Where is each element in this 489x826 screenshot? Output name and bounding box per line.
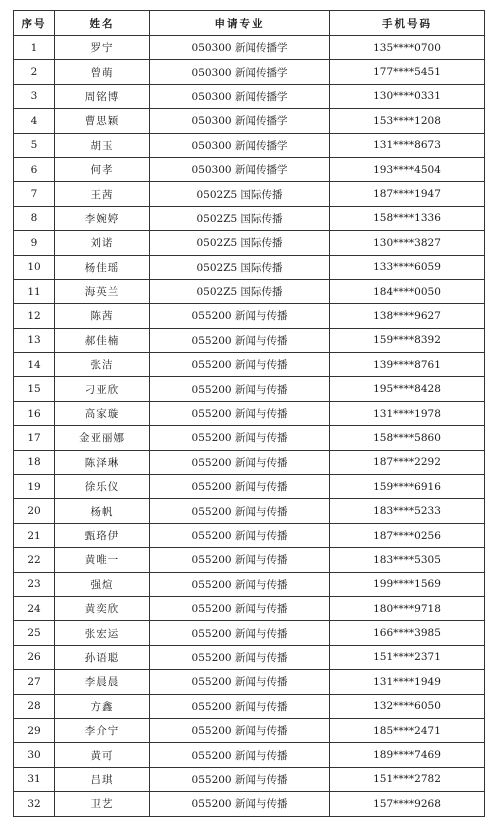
cell-phone: 151****2371 (330, 645, 485, 669)
header-name: 姓名 (55, 11, 150, 36)
table-row (14, 523, 485, 547)
cell-phone: 183****5233 (330, 499, 485, 523)
cell-major: 050300 新闻传播学 (150, 84, 330, 108)
cell-index: 15 (14, 377, 55, 401)
cell-index: 8 (14, 206, 55, 230)
cell-major: 055200 新闻与传播 (150, 548, 330, 572)
table-row (14, 792, 485, 816)
cell-name: 曹思颖 (55, 109, 150, 133)
cell-major: 055200 新闻与传播 (150, 304, 330, 328)
cell-phone: 199****1569 (330, 572, 485, 596)
cell-phone: 130****0331 (330, 84, 485, 108)
cell-index: 11 (14, 279, 55, 303)
table-row (14, 36, 485, 60)
cell-index: 24 (14, 596, 55, 620)
table-row (14, 499, 485, 523)
cell-major: 050300 新闻传播学 (150, 109, 330, 133)
cell-index: 31 (14, 767, 55, 791)
cell-name: 刘诺 (55, 231, 150, 255)
table-row (14, 767, 485, 791)
cell-phone: 132****6050 (330, 694, 485, 718)
cell-index: 26 (14, 645, 55, 669)
cell-name: 高家璇 (55, 401, 150, 425)
cell-phone: 166****3985 (330, 621, 485, 645)
cell-name: 杨帆 (55, 499, 150, 523)
cell-phone: 131****1949 (330, 670, 485, 694)
table-row (14, 84, 485, 108)
cell-name: 李婉婷 (55, 206, 150, 230)
table-row (14, 328, 485, 352)
cell-name: 卫艺 (55, 792, 150, 816)
cell-major: 055200 新闻与传播 (150, 718, 330, 742)
cell-name: 何孝 (55, 157, 150, 181)
cell-name: 金亚丽娜 (55, 426, 150, 450)
cell-phone: 187****0256 (330, 523, 485, 547)
cell-major: 0502Z5 国际传播 (150, 231, 330, 255)
cell-index: 12 (14, 304, 55, 328)
cell-phone: 135****0700 (330, 36, 485, 60)
cell-major: 0502Z5 国际传播 (150, 279, 330, 303)
cell-index: 28 (14, 694, 55, 718)
cell-phone: 131****1978 (330, 401, 485, 425)
cell-name: 周铭博 (55, 84, 150, 108)
cell-phone: 159****8392 (330, 328, 485, 352)
cell-phone: 138****9627 (330, 304, 485, 328)
cell-name: 曾萌 (55, 60, 150, 84)
cell-index: 30 (14, 743, 55, 767)
cell-name: 郝佳楠 (55, 328, 150, 352)
cell-name: 海英兰 (55, 279, 150, 303)
cell-name: 陈泽琳 (55, 450, 150, 474)
cell-index: 6 (14, 157, 55, 181)
cell-major: 055200 新闻与传播 (150, 621, 330, 645)
cell-name: 黄唯一 (55, 548, 150, 572)
cell-phone: 139****8761 (330, 353, 485, 377)
cell-major: 055200 新闻与传播 (150, 596, 330, 620)
cell-index: 29 (14, 718, 55, 742)
cell-phone: 158****1336 (330, 206, 485, 230)
cell-major: 050300 新闻传播学 (150, 133, 330, 157)
cell-phone: 158****5860 (330, 426, 485, 450)
cell-index: 1 (14, 36, 55, 60)
table-row (14, 231, 485, 255)
cell-index: 27 (14, 670, 55, 694)
cell-index: 2 (14, 60, 55, 84)
cell-major: 055200 新闻与传播 (150, 499, 330, 523)
cell-index: 18 (14, 450, 55, 474)
cell-name: 罗宁 (55, 36, 150, 60)
cell-major: 050300 新闻传播学 (150, 36, 330, 60)
table-row (14, 548, 485, 572)
cell-phone: 187****1947 (330, 182, 485, 206)
cell-phone: 177****5451 (330, 60, 485, 84)
cell-index: 17 (14, 426, 55, 450)
cell-name: 黄奕欣 (55, 596, 150, 620)
cell-major: 050300 新闻传播学 (150, 157, 330, 181)
cell-phone: 151****2782 (330, 767, 485, 791)
cell-phone: 183****5305 (330, 548, 485, 572)
cell-phone: 180****9718 (330, 596, 485, 620)
table-row (14, 60, 485, 84)
cell-index: 21 (14, 523, 55, 547)
table-row (14, 426, 485, 450)
cell-major: 055200 新闻与传播 (150, 450, 330, 474)
cell-name: 李晨晨 (55, 670, 150, 694)
cell-major: 055200 新闻与传播 (150, 670, 330, 694)
cell-major: 055200 新闻与传播 (150, 572, 330, 596)
table-row (14, 304, 485, 328)
cell-index: 10 (14, 255, 55, 279)
cell-name: 刁亚欣 (55, 377, 150, 401)
cell-index: 23 (14, 572, 55, 596)
cell-phone: 185****2471 (330, 718, 485, 742)
table-row (14, 401, 485, 425)
cell-major: 0502Z5 国际传播 (150, 255, 330, 279)
table-row (14, 621, 485, 645)
table-row (14, 596, 485, 620)
cell-phone: 187****2292 (330, 450, 485, 474)
cell-major: 055200 新闻与传播 (150, 523, 330, 547)
table-row (14, 743, 485, 767)
cell-phone: 184****0050 (330, 279, 485, 303)
table-row (14, 157, 485, 181)
table-row (14, 718, 485, 742)
cell-major: 055200 新闻与传播 (150, 767, 330, 791)
table-row (14, 206, 485, 230)
cell-index: 13 (14, 328, 55, 352)
cell-index: 5 (14, 133, 55, 157)
cell-name: 甄珞伊 (55, 523, 150, 547)
table-row (14, 670, 485, 694)
cell-name: 陈茜 (55, 304, 150, 328)
cell-name: 吕琪 (55, 767, 150, 791)
cell-name: 孙语聪 (55, 645, 150, 669)
header-major: 申请专业 (150, 11, 330, 36)
cell-index: 4 (14, 109, 55, 133)
cell-phone: 131****8673 (330, 133, 485, 157)
cell-phone: 195****8428 (330, 377, 485, 401)
cell-major: 0502Z5 国际传播 (150, 206, 330, 230)
cell-name: 黄可 (55, 743, 150, 767)
table-row (14, 475, 485, 499)
cell-major: 050300 新闻传播学 (150, 60, 330, 84)
cell-name: 强煊 (55, 572, 150, 596)
cell-index: 19 (14, 475, 55, 499)
cell-index: 32 (14, 792, 55, 816)
cell-index: 22 (14, 548, 55, 572)
cell-major: 055200 新闻与传播 (150, 401, 330, 425)
table-row (14, 694, 485, 718)
table-row (14, 279, 485, 303)
cell-major: 055200 新闻与传播 (150, 328, 330, 352)
table-row (14, 377, 485, 401)
cell-phone: 157****9268 (330, 792, 485, 816)
cell-name: 杨佳瑶 (55, 255, 150, 279)
cell-major: 055200 新闻与传播 (150, 426, 330, 450)
cell-index: 9 (14, 231, 55, 255)
cell-major: 055200 新闻与传播 (150, 743, 330, 767)
cell-phone: 193****4504 (330, 157, 485, 181)
cell-name: 胡玉 (55, 133, 150, 157)
header-row (14, 11, 485, 36)
cell-name: 徐乐仪 (55, 475, 150, 499)
header-phone: 手机号码 (330, 11, 485, 36)
cell-major: 055200 新闻与传播 (150, 645, 330, 669)
cell-index: 20 (14, 499, 55, 523)
table-row (14, 182, 485, 206)
cell-index: 14 (14, 353, 55, 377)
cell-index: 7 (14, 182, 55, 206)
cell-name: 张宏运 (55, 621, 150, 645)
cell-phone: 189****7469 (330, 743, 485, 767)
cell-phone: 153****1208 (330, 109, 485, 133)
table-body (14, 36, 485, 817)
cell-index: 25 (14, 621, 55, 645)
table-row (14, 255, 485, 279)
table-row (14, 109, 485, 133)
cell-phone: 159****6916 (330, 475, 485, 499)
header-index: 序号 (14, 11, 55, 36)
cell-major: 055200 新闻与传播 (150, 792, 330, 816)
table-row (14, 645, 485, 669)
cell-phone: 133****6059 (330, 255, 485, 279)
cell-name: 李介宁 (55, 718, 150, 742)
cell-name: 方鑫 (55, 694, 150, 718)
table-row (14, 353, 485, 377)
table-row (14, 450, 485, 474)
cell-major: 055200 新闻与传播 (150, 377, 330, 401)
cell-index: 3 (14, 84, 55, 108)
cell-major: 055200 新闻与传播 (150, 694, 330, 718)
cell-index: 16 (14, 401, 55, 425)
cell-name: 张洁 (55, 353, 150, 377)
table-row (14, 572, 485, 596)
cell-major: 0502Z5 国际传播 (150, 182, 330, 206)
cell-phone: 130****3827 (330, 231, 485, 255)
applicant-table (13, 10, 485, 817)
cell-name: 王茜 (55, 182, 150, 206)
cell-major: 055200 新闻与传播 (150, 353, 330, 377)
table-row (14, 133, 485, 157)
cell-major: 055200 新闻与传播 (150, 475, 330, 499)
